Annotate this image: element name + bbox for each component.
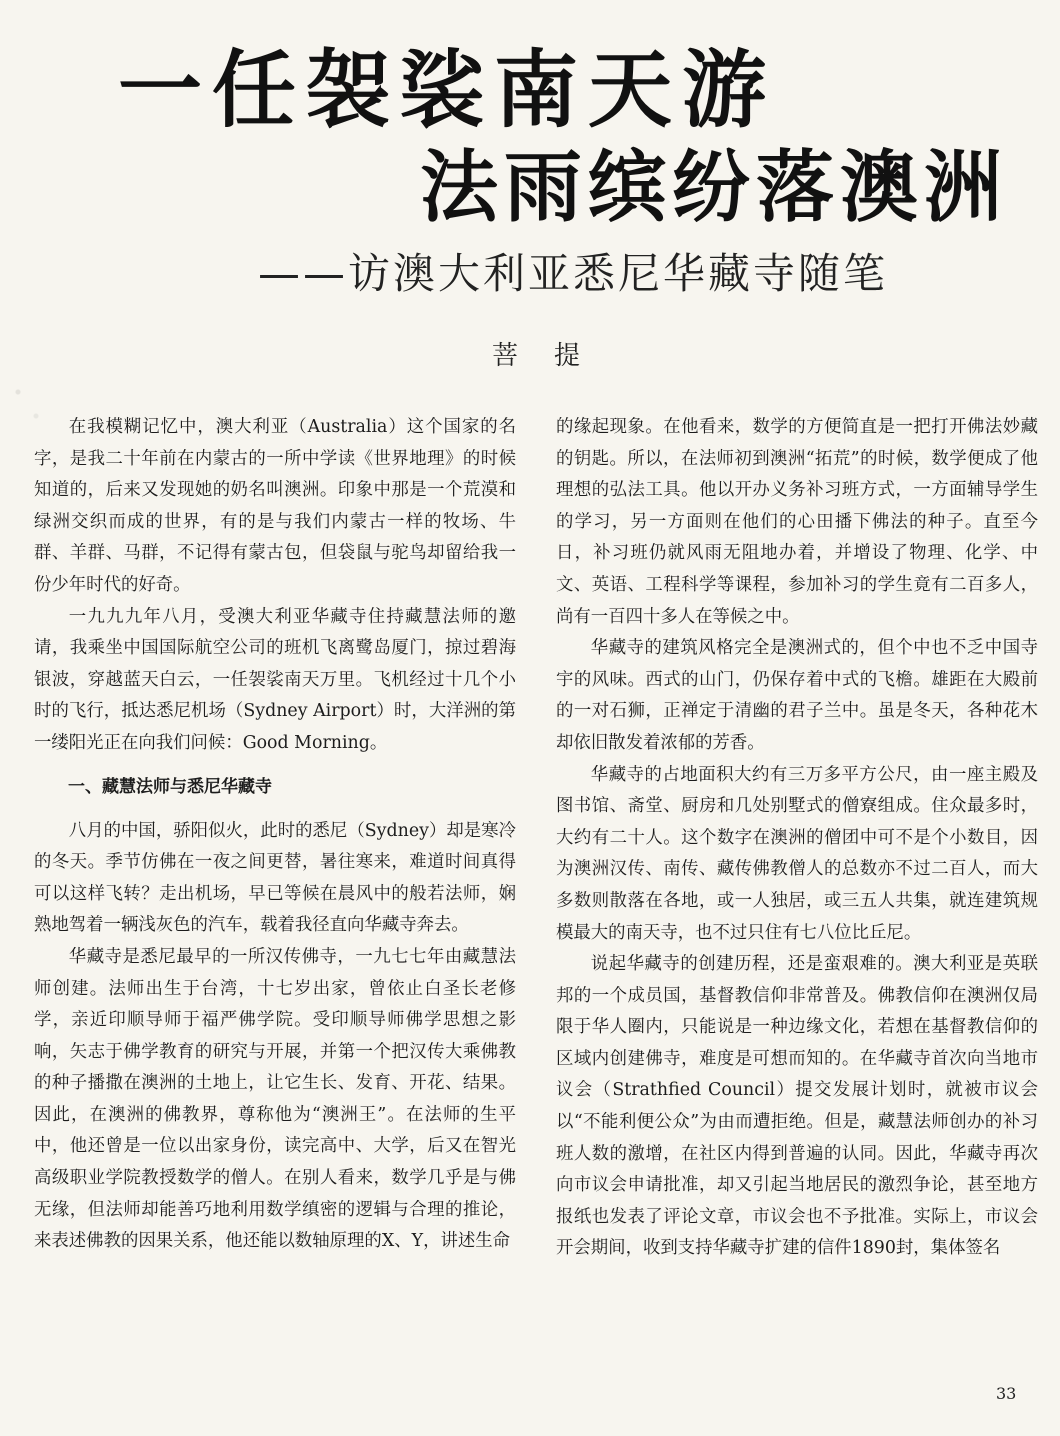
paragraph: 八月的中国，骄阳似火，此时的悉尼（Sydney）却是寒冷的冬天。季节仿佛在一夜之间更替，暑往寒来，难道时间真得可以这样飞转？走出机场，早已等候在晨风中的般若法师，娴熟地驾着一辆浅灰色的汽车，载着我径直向华藏寺奔去。 bbox=[34, 820, 516, 936]
left-column bbox=[34, 412, 516, 1258]
article-title-line1: 一任袈裟南天游 bbox=[118, 41, 777, 139]
section-heading: 一、藏慧法师与悉尼华藏寺 bbox=[68, 776, 272, 797]
paragraph: 在我模糊记忆中，澳大利亚（Australia）这个国家的名字，是我二十年前在内蒙古的一所中学读《世界地理》的时候知道的，后来又发现她的奶名叫澳洲。印象中那是一个荒漠和绿洲交织而成的世界，有的是与我们内蒙古一样的牧场、牛群、羊群、马群，不记得有蒙古包，但袋鼠与驼鸟却留给我一份少年时代的好奇。 bbox=[34, 417, 516, 595]
article-subtitle: ——访澳大利亚悉尼华藏寺随笔 bbox=[258, 249, 889, 298]
paragraph: 华藏寺的建筑风格完全是澳洲式的，但个中也不乏中国寺宇的风味。西式的山门，仍保存着中式的飞檐。雄距在大殿前的一对石狮，正禅定于清幽的君子兰中。虽是冬天，各种花木却依旧散发着浓郁的芳香。 bbox=[556, 638, 1038, 753]
page-number: 33 bbox=[996, 1384, 1017, 1403]
paragraph: 说起华藏寺的创建历程，还是蛮艰难的。澳大利亚是英联邦的一个成员国，基督教信仰非常普及。佛教信仰在澳洲仅局限于华人圈内，只能说是一种边缘文化，若想在基督教信仰的区域内创建佛寺，难度是可想而知的。在华藏寺首次向当地市议会（Strathfied Council）提交发展计划时，就被市议会以“不能利便公众”为由而遭拒绝。但是，藏慧法师创办的补习班人数的激增，在社区内得到普遍的认同。因此，华藏寺再次向市议会申请批准，却又引起当地居民的激烈争论，甚至地方报纸也发表了评论文章，市议会也不予批准。实际上，市议会开会期间，收到支持华藏寺扩建的信件1890封，集体签名 bbox=[556, 954, 1038, 1259]
author-name: 菩提 bbox=[492, 341, 617, 371]
paragraph: 华藏寺是悉尼最早的一所汉传佛寺，一九七七年由藏慧法师创建。法师出生于台湾，十七岁出家，曾依止白圣长老修学，亲近印顺导师于福严佛学院。受印顺导师佛学思想之影响，矢志于佛学教育的研究与开展，并第一个把汉传大乘佛教的种子播撒在澳洲的土地上，让它生长、发育、开花、结果。因此，在澳洲的佛教界，尊称他为“澳洲王”。在法师的生平中，他还曾是一位以出家身份，读完高中、大学，后又在智光高级职业学院教授数学的僧人。在别人看来，数学几乎是与佛无缘，但法师却能善巧地利用数学缜密的逻辑与合理的推论，来表述佛教的因果关系，他还能以数轴原理的X、Y，讲述生命 bbox=[34, 946, 516, 1252]
article-title-line2: 法雨缤纷落澳洲 bbox=[420, 143, 1009, 233]
right-column bbox=[556, 412, 1038, 1265]
paragraph: 华藏寺的占地面积大约有三万多平方公尺，由一座主殿及图书馆、斋堂、厨房和几处别墅式的僧寮组成。住众最多时，大约有二十人。这个数字在澳洲的僧团中可不是个小数目，因为澳洲汉传、南传、藏传佛教僧人的总数亦不过二百人，而大多数则散落在各地，或一人独居，或三五人共集，就连建筑规模最大的南天寺，也不过只住有七八位比丘尼。 bbox=[556, 764, 1038, 943]
paragraph: 的缘起现象。在他看来，数学的方便简直是一把打开佛法妙藏的钥匙。所以，在法师初到澳洲“拓荒”的时候，数学便成了他理想的弘法工具。他以开办义务补习班方式，一方面辅导学生的学习，另一方面则在他们的心田播下佛法的种子。直至今日，补习班仍就风雨无阻地办着，并增设了物理、化学、中文、英语、工程科学等课程，参加补习的学生竟有二百多人，尚有一百四十多人在等候之中。 bbox=[556, 417, 1038, 627]
paragraph: 一九九九年八月，受澳大利亚华藏寺住持藏慧法师的邀请，我乘坐中国国际航空公司的班机飞离鹭岛厦门，掠过碧海银波，穿越蓝天白云，一任袈裟南天万里。飞机经过十几个小时的飞行，抵达悉尼机场（Sydney Airport）时，大洋洲的第一缕阳光正在向我们问候：Good Morning。 bbox=[34, 606, 516, 753]
